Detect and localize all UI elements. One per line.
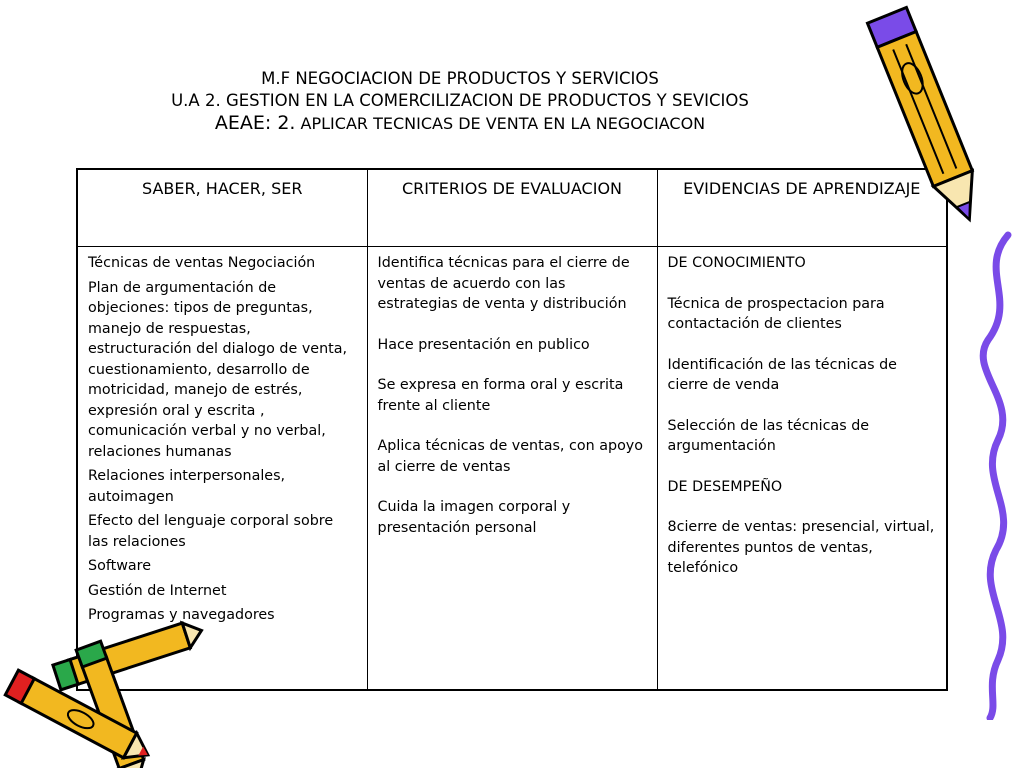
pencil-icon (858, 4, 1008, 244)
list-item: Programas y navegadores (88, 607, 275, 623)
header-saber-hacer-ser: SABER, HACER, SER (77, 169, 367, 247)
list-item: Técnicas de ventas Negociación (88, 255, 316, 271)
list-item: Efecto del lenguaje corporal sobre las relaciones (88, 513, 334, 550)
list-item: Cuida la imagen corporal y presentación personal (377, 499, 571, 536)
list-item: DE CONOCIMIENTO (667, 255, 806, 271)
header-criterios: CRITERIOS DE EVALUACION (367, 169, 657, 247)
list-item: Gestión de Internet (88, 582, 227, 599)
list-item: Identifica técnicas para el cierre de ventas de acuerdo con las estrategias de venta y distribución (377, 255, 630, 312)
pencil-icon (0, 618, 210, 768)
title-line-3-prefix: AEAE: 2. (214, 112, 296, 134)
evaluation-table (76, 168, 948, 691)
list-item: Plan de argumentación de objeciones: tipos de preguntas, manejo de respuestas, estructuración del dialogo de venta, cuestionamiento, desarrollo de motricidad, manejo de estrés, expresión oral y escrita , comunicación verbal y no verbal, relaciones humanas (88, 279, 348, 460)
table-header-row (77, 169, 947, 247)
list-item: Técnica de prospectacion para contactación de clientes (667, 295, 885, 332)
title-line-1: M.F NEGOCIACION DE PRODUCTOS Y SERVICIOS (261, 69, 659, 88)
title-line-2: U.A 2. GESTION EN LA COMERCILIZACION DE PRODUCTOS Y SEVICIOS (171, 91, 749, 110)
slide-title (60, 68, 860, 135)
list-item: Aplica técnicas de ventas, con apoyo al cierre de ventas (377, 438, 644, 475)
list-item: Selección de las técnicas de argumentación (667, 417, 870, 454)
list-item: 8cierre de ventas: presencial, virtual, diferentes puntos de ventas, telefónico (667, 519, 935, 576)
title-line-3-rest: APLICAR TECNICAS DE VENTA EN LA NEGOCIACON (295, 114, 706, 133)
cell-evidencias (657, 247, 947, 691)
cell-criterios (367, 247, 657, 691)
list-item: Identificación de las técnicas de cierre de venda (667, 356, 897, 393)
header-evidencias: EVIDENCIAS DE APRENDIZAJE (657, 169, 947, 247)
list-item: Software (88, 558, 152, 574)
title-line-3 (60, 112, 860, 135)
list-item: Hace presentación en publico (377, 336, 590, 353)
squiggle-line-icon (968, 230, 1024, 720)
list-item: DE DESEMPEÑO (667, 478, 783, 495)
list-item: Relaciones interpersonales, autoimagen (88, 468, 286, 505)
list-item: Se expresa en forma oral y escrita frente al cliente (377, 377, 624, 414)
